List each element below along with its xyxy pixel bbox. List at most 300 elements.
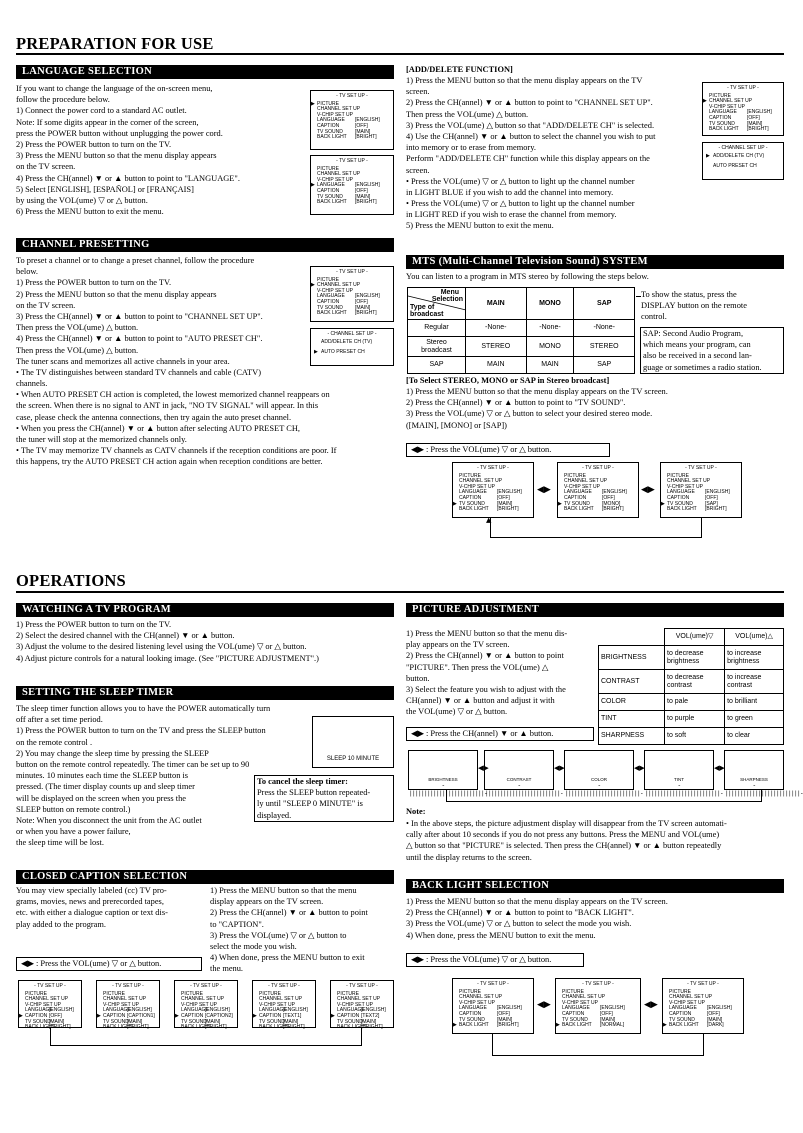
section-mts: MTS (Multi-Channel Television Sound) SYSTEM	[406, 255, 784, 269]
text-line: Press the SLEEP button repeated-	[257, 788, 371, 798]
menu-header: - TV SET UP -	[477, 981, 509, 987]
hint-text: : Press the VOL(ume) ▽ or △ button.	[425, 445, 552, 454]
cancel-title: To cancel the sleep timer:	[257, 777, 348, 786]
backlight-hint	[406, 953, 584, 967]
text-line: 2) Press the CH(annel) ▼ or ▲ button to point	[210, 908, 368, 918]
pointer-icon: ▶	[19, 1012, 23, 1019]
menu-header: - TV SET UP -	[336, 269, 368, 275]
text-line: 4) Press the CH(annel) ▼ or ▲ button to point to "AUTO PRESET CH".	[16, 334, 263, 344]
watch-text	[16, 619, 396, 664]
pointer-icon: ▶	[661, 500, 665, 507]
menu-item-label: CAPTION	[181, 1012, 204, 1019]
menu-item-label: LANGUAGE	[459, 1005, 487, 1012]
menu-item-label: LANGUAGE	[259, 1007, 287, 1014]
text-line: • Press the VOL(ume) ▽ or △ button to light up the channel number	[406, 199, 635, 209]
text-line: 4) Adjust picture controls for a natural looking image. (See "PICTURE ADJUSTMENT".)	[16, 653, 319, 663]
menu-item-value: [BRIGHT]	[355, 134, 377, 141]
menu-item-label: PICTURE	[317, 165, 339, 172]
menu-item	[556, 1023, 640, 1029]
menu-item	[703, 127, 783, 133]
menu-header: - TV SET UP -	[268, 983, 300, 989]
menu-item-label: CHANNEL SET UP	[181, 996, 225, 1003]
text-line: Perform "ADD/DELETE CH" function while this display appears on the	[406, 154, 650, 164]
mts-intro: You can listen to a program in MTS stereo by following the steps below.	[406, 272, 649, 281]
text-line: this happens, try the AUTO PRESET CH action again when reception conditions are better.	[16, 457, 323, 467]
text-line: 1) Press the MENU button so that the menu display appears on the TV screen.	[406, 897, 668, 906]
screen-cc4	[252, 980, 316, 1031]
text-line: in LIGHT RED if you wish to erase the channel from memory.	[406, 210, 617, 220]
text-line: 1) Connect the power cord to a standard AC outlet.	[16, 106, 187, 116]
text-line: channels.	[16, 379, 48, 389]
menu-item-label: BACK LIGHT	[459, 506, 489, 513]
menu-item-label: BACK LIGHT	[181, 1024, 211, 1031]
menu-header: - TV SET UP -	[112, 983, 144, 989]
mts-cell: -None-	[526, 320, 574, 337]
double-arrow-icon: ◀▶	[21, 959, 34, 968]
menu-item-label: V-CHIP SET UP	[337, 1001, 373, 1008]
pic-dec: to decrease brightness	[665, 646, 725, 670]
bar-ticks: -|||||||||||||||||||||||||-	[645, 782, 724, 797]
menu-item-value: [BRIGHT]	[497, 1022, 519, 1029]
text-line: 1) Press the POWER button to turn on the TV.	[16, 278, 172, 288]
menu-item-value: [TEXT1]	[283, 1012, 302, 1019]
menu-item-label: BACK LIGHT	[669, 1022, 699, 1029]
menu-item-value: [BRIGHT]	[361, 1024, 383, 1031]
pointer-icon: ▶	[253, 1012, 257, 1019]
menu-item-value: [OFF]	[497, 1010, 510, 1017]
screen-bl1	[452, 978, 534, 1034]
menu-item-label: LANGUAGE	[562, 1005, 590, 1012]
menu-item-value: [MAIN]	[355, 304, 371, 311]
menu-item	[558, 507, 638, 513]
menu-item-value: [MAIN]	[707, 1016, 723, 1023]
menu-item-value: [OFF]	[49, 1012, 62, 1019]
pointer-icon: ▶	[311, 182, 315, 189]
picture-bar	[724, 750, 803, 797]
text-line: follow the procedure below.	[16, 95, 110, 105]
screen-cc5	[330, 980, 394, 1031]
text-line: Note: When you disconnect the unit from the AC outlet	[16, 815, 202, 825]
menu-item-value: [BRIGHT]	[127, 1024, 149, 1031]
menu-header: - TV SET UP -	[687, 981, 719, 987]
menu-item-label: BACK LIGHT	[562, 1022, 592, 1029]
text-line: 3) Press the VOL(ume) ▽ or △ button to	[210, 930, 347, 940]
up-arrow-icon: ▲	[486, 516, 492, 524]
pointer-icon: ▶	[331, 1012, 335, 1019]
menu-item-label: PICTURE	[709, 92, 731, 99]
menu-item-value: [ENGLISH]	[355, 117, 380, 124]
menu-item-label: LANGUAGE	[564, 489, 592, 496]
menu-item-value: [MAIN]	[205, 1018, 221, 1025]
pointer-icon: ▶	[314, 348, 318, 355]
menu-item-value: [NORMAL]	[600, 1022, 625, 1029]
menu-item	[311, 200, 393, 206]
menu-item-label: PICTURE	[259, 990, 281, 997]
text-line: until the display returns to the screen.	[406, 852, 532, 862]
text-line: pressed. (The timer display counts up and sleep timer	[16, 782, 195, 792]
menu-item-label: PICTURE	[337, 990, 359, 997]
sleep-screen: SLEEP 10 MINUTE	[312, 716, 394, 768]
note-title: Note:	[406, 807, 426, 816]
cancel-sleep-box	[254, 775, 394, 822]
menu-item-label: BACK LIGHT	[564, 506, 594, 513]
text-line: SLEEP button on remote control.)	[16, 804, 131, 814]
menu-item-value: [ENGLISH]	[705, 489, 730, 496]
screen-cc3	[174, 980, 238, 1031]
text-line: 3) Press the VOL(ume) ▽ or △ button to select your desired stereo mode.	[406, 409, 653, 419]
text-line: "PICTURE". Then press the VOL(ume) △	[406, 662, 549, 672]
text-line: 1) Press the MENU button so that the menu	[210, 886, 357, 895]
menu-header: - TV SET UP -	[336, 158, 368, 164]
text-line: control.	[641, 312, 667, 322]
menu-item-value: [BRIGHT]	[497, 506, 519, 513]
menu-item-label: CAPTION	[317, 187, 340, 194]
menu-item-value: [ENGLISH]	[707, 1005, 732, 1012]
menu-item-label: PICTURE	[103, 990, 125, 997]
pic-inc: to increase contrast	[725, 670, 784, 694]
mts-cell: -None-	[466, 320, 527, 337]
menu-item-value: [MAIN]	[355, 128, 371, 135]
menu-item-label: V-CHIP SET UP	[459, 999, 495, 1006]
text-line: displayed.	[257, 810, 292, 820]
adddel-title: [ADD/DELETE FUNCTION]	[406, 65, 513, 74]
menu-item-value: [ENGLISH]	[600, 1005, 625, 1012]
next-arrow-icon: ◀▶	[714, 764, 725, 772]
text-line: 1) Press the MENU button so that the menu display appears on the TV	[406, 76, 643, 85]
menu-item-value: [ENGLISH]	[355, 293, 380, 300]
screen-bl3	[662, 978, 744, 1034]
text-line: below.	[16, 267, 39, 277]
menu-item-value: [MAIN]	[127, 1018, 143, 1025]
text-line: display appears on the TV screen.	[210, 897, 324, 907]
menu-item	[453, 1023, 533, 1029]
hint-text: : Press the VOL(ume) ▽ or △ button.	[35, 959, 162, 968]
next-arrow-icon: ◀▶	[537, 485, 551, 495]
section-language: LANGUAGE SELECTION	[16, 65, 394, 79]
text-line: • In the above steps, the picture adjustment display will disappear from the TV screen automati-	[406, 819, 727, 828]
text-line: Then press the VOL(ume) △ button.	[406, 109, 529, 119]
menu-item-value: [MAIN]	[361, 1018, 377, 1025]
menu-item-value: [ENGLISH]	[205, 1007, 230, 1014]
mts-row-label: Stereo broadcast	[408, 337, 466, 357]
menu-item-value: [MAIN]	[747, 120, 763, 127]
cycle-arrow	[490, 518, 702, 538]
section-channel: CHANNEL PRESETTING	[16, 238, 394, 252]
picture-text	[406, 628, 598, 718]
screen-chan-setup	[310, 328, 394, 366]
chmenu-auto: AUTO PRESET CH	[321, 348, 365, 355]
text-line: • When AUTO PRESET CH action is completed, the lowest memorized channel reappears on	[16, 390, 330, 400]
pic-inc: to clear	[725, 728, 784, 745]
chmenu-add: ADD/DELETE CH (TV)	[713, 152, 765, 159]
prep-title: PREPARATION FOR USE	[16, 34, 214, 53]
menu-item-label: PICTURE	[667, 472, 689, 479]
pointer-icon: ▶	[703, 98, 707, 105]
text-line: Note: If some digits appear in the corner of the screen,	[16, 117, 199, 127]
pointer-icon: ▶	[311, 100, 315, 107]
menu-item-label: LANGUAGE	[317, 182, 345, 189]
menu-item-label: V-CHIP SET UP	[669, 999, 705, 1006]
menu-item-label: PICTURE	[317, 276, 339, 283]
next-arrow-icon: ◀▶	[537, 1000, 551, 1010]
menu-item-label: CHANNEL SET UP	[564, 478, 608, 485]
bar-label: BRIGHTNESS	[428, 777, 458, 782]
text-line: 3) Press the MENU button so that the menu display appears	[16, 151, 217, 161]
menu-item	[311, 311, 393, 317]
text-line: or when you have a power failure,	[16, 827, 131, 837]
picture-bar	[564, 750, 644, 797]
menu-item-value: [OFF]	[747, 114, 760, 121]
cycle-arrow	[492, 1034, 704, 1056]
text-line: DISPLAY button on the remote	[641, 301, 747, 311]
screen-mts2	[557, 462, 639, 518]
menu-item-label: BACK LIGHT	[667, 506, 697, 513]
text-line: 3) Adjust the volume to the desired listening level using the VOL(ume) ▽ or △ button.	[16, 642, 307, 652]
mts-corner: Menu Selection Type of broadcast	[408, 288, 466, 320]
bar-ticks: -|||||||||||||||||||||||||-	[725, 782, 803, 797]
menu-item-value: [BRIGHT]	[355, 199, 377, 206]
menu-header: - TV SET UP -	[477, 465, 509, 471]
next-arrow-icon: ◀▶	[641, 485, 655, 495]
text-line: 1) Press the POWER button to turn on the TV and press the SLEEP button	[16, 726, 266, 736]
menu-item-label: TV SOUND	[459, 500, 485, 507]
menu-item-value: [ENGLISH]	[497, 489, 522, 496]
cc-left-text	[16, 885, 206, 930]
menu-item-label: LANGUAGE	[25, 1007, 53, 1014]
menu-item-label: CHANNEL SET UP	[317, 282, 361, 289]
menu-header: - TV SET UP -	[727, 85, 759, 91]
backlight-text	[406, 896, 786, 941]
screen-mts3	[660, 462, 742, 518]
screen-cc2	[96, 980, 160, 1031]
menu-item-label: BACK LIGHT	[103, 1024, 133, 1031]
next-arrow-icon: ◀▶	[554, 764, 565, 772]
mts-hint	[406, 443, 610, 457]
menu-item-label: LANGUAGE	[317, 117, 345, 124]
mts-cell: MAIN	[466, 357, 527, 374]
text-line: screen.	[406, 165, 430, 175]
screen-add1	[702, 82, 784, 136]
menu-item-label: V-CHIP SET UP	[667, 483, 703, 490]
chmenu-header: - CHANNEL SET UP -	[327, 331, 377, 337]
menu-item-label: TV SOUND	[317, 304, 343, 311]
menu-item-label: BACK LIGHT	[317, 310, 347, 317]
menu-item-label: LANGUAGE	[667, 489, 695, 496]
menu-item-value: [MAIN]	[600, 1016, 616, 1023]
text-line: which means your program, can	[643, 340, 751, 350]
text-line: 3) Press the VOL(ume) △ button so that "ADD/DELETE CH" is selected.	[406, 120, 655, 130]
menu-item-label: BACK LIGHT	[337, 1024, 367, 1031]
next-arrow-icon: ◀▶	[478, 764, 489, 772]
menu-item-label: TV SOUND	[564, 500, 590, 507]
text-line: To show the status, press the	[641, 290, 737, 299]
ops-title: OPERATIONS	[16, 571, 126, 590]
text-line: the VOL(ume) ▽ or △ button.	[406, 707, 508, 717]
menu-item-label: PICTURE	[317, 100, 339, 107]
menu-item-value: [SAP]	[705, 500, 718, 507]
text-line: 2) Press the MENU button so that the menu display appears	[16, 289, 217, 299]
menu-header: - TV SET UP -	[582, 465, 614, 471]
bar-ticks: -|||||||||||||||||||||||||-	[565, 782, 644, 797]
text-line: You may view specially labeled (cc) TV pro-	[16, 886, 167, 895]
pic-inc: to increase brightness	[725, 646, 784, 670]
menu-item-label: V-CHIP SET UP	[564, 483, 600, 490]
picture-note	[406, 818, 786, 863]
pic-row-name: SHARPNESS	[599, 728, 665, 745]
pointer-icon: ▶	[706, 152, 710, 159]
screen-add-setup	[702, 142, 784, 180]
text-line: press the POWER button without unplugging the power cord.	[16, 128, 223, 138]
text-line: 4) Press the CH(annel) ▼ or ▲ button to point to "LANGUAGE".	[16, 173, 240, 183]
ops-rule	[16, 591, 784, 593]
chmenu-auto: AUTO PRESET CH	[713, 162, 757, 169]
text-line: The sleep timer function allows you to have the POWER automatically turn	[16, 704, 271, 713]
menu-item-value: [MAIN]	[355, 193, 371, 200]
text-line: 1) Press the POWER button to turn on the TV.	[16, 620, 172, 629]
cc-hint	[16, 957, 202, 971]
menu-item-label: LANGUAGE	[669, 1005, 697, 1012]
menu-item-value: [OFF]	[705, 494, 718, 501]
menu-item-label: BACK LIGHT	[317, 134, 347, 141]
hint-text: : Press the CH(annel) ▼ or ▲ button.	[425, 729, 554, 738]
menu-item-value: [OFF]	[602, 494, 615, 501]
menu-item	[453, 507, 533, 513]
text-line: also be received in a second lan-	[643, 351, 752, 361]
vol-up-col: VOL(ume)△	[725, 629, 784, 646]
text-line: the sleep time will be lost.	[16, 838, 104, 848]
double-arrow-icon: ◀▶	[411, 955, 424, 964]
text-line: cally after about 10 seconds if you do not press any buttons. Press the MENU and VOL(ume)	[406, 830, 720, 840]
picture-table	[598, 628, 784, 745]
text-line: by using the VOL(ume) ▽ or △ button.	[16, 195, 148, 205]
text-line: 4) When done, press the MENU button to exit	[210, 953, 365, 963]
menu-item-label: TV SOUND	[667, 500, 693, 507]
text-line: 2) Select the desired channel with the CH(annel) ▼ or ▲ button.	[16, 631, 235, 641]
picture-bar	[408, 750, 488, 797]
mts-cell: -None-	[574, 320, 635, 337]
menu-item-label: PICTURE	[181, 990, 203, 997]
menu-item-label: BACK LIGHT	[709, 126, 739, 133]
menu-item	[311, 135, 393, 141]
menu-item-label: CAPTION	[667, 494, 690, 501]
text-line: button.	[406, 673, 430, 683]
text-line: will be displayed on the screen when you press the	[16, 793, 187, 803]
menu-item-value: [MAIN]	[497, 500, 513, 507]
menu-item-label: V-CHIP SET UP	[25, 1001, 61, 1008]
pic-inc: to green	[725, 711, 784, 728]
text-line: the screen. When there is no signal to ANT in jack, "NO TV SIGNAL" will appear. In this	[16, 401, 319, 411]
bar-label: CONTRAST	[506, 777, 532, 782]
text-line: 2) Press the CH(annel) ▼ or ▲ button to point to "BACK LIGHT".	[406, 908, 634, 918]
menu-item-label: CHANNEL SET UP	[459, 994, 503, 1001]
text-line: 2) Press the POWER button to turn on the TV.	[16, 139, 172, 149]
pic-dec: to decrease contrast	[665, 670, 725, 694]
mts-table	[407, 287, 635, 374]
text-line: 5) Select [ENGLISH], [ESPAÑOL] or [FRANÇAIS]	[16, 184, 194, 194]
pic-row-name: TINT	[599, 711, 665, 728]
section-backlight: BACK LIGHT SELECTION	[406, 879, 784, 893]
menu-item-label: CHANNEL SET UP	[337, 996, 381, 1003]
menu-item-label: TV SOUND	[317, 128, 343, 135]
menu-item-label: CHANNEL SET UP	[103, 996, 147, 1003]
text-line: play added to the program.	[16, 919, 107, 929]
pic-dec: to soft	[665, 728, 725, 745]
text-line: 2) Press the CH(annel) ▼ or ▲ button to point to "CHANNEL SET UP".	[406, 98, 653, 108]
mts-status	[641, 289, 747, 323]
menu-item-label: PICTURE	[459, 472, 481, 479]
screen-bl2	[555, 978, 641, 1034]
text-line: Then press the VOL(ume) △ button.	[16, 323, 139, 333]
menu-header: - TV SET UP -	[34, 983, 66, 989]
text-line: the menu.	[210, 964, 244, 974]
menu-item-value: [BRIGHT]	[602, 506, 624, 513]
pointer-icon: ▶	[175, 1012, 179, 1019]
menu-item-label: TV SOUND	[25, 1018, 51, 1025]
menu-item-label: CAPTION	[459, 1010, 482, 1017]
text-line: 6) Press the MENU button to exit the menu.	[16, 207, 164, 217]
pic-row-name: COLOR	[599, 694, 665, 711]
menu-item-label: PICTURE	[562, 988, 584, 995]
menu-item-label: TV SOUND	[669, 1016, 695, 1023]
mts-row-label: Regular	[408, 320, 466, 337]
pointer-icon: ▶	[663, 1022, 667, 1029]
menu-item-value: [OFF]	[497, 494, 510, 501]
text-line: 2) Press the CH(annel) ▼ or ▲ button to point	[406, 651, 564, 661]
menu-item-value: [CAPTION1]	[127, 1012, 155, 1019]
bar-ticks: -|||||||||||||||||||||||||-	[485, 782, 564, 797]
adddel-text	[406, 75, 706, 232]
menu-item-value: [ENGLISH]	[361, 1007, 386, 1014]
bar-label: SHARPNESS	[740, 777, 768, 782]
picture-hint	[406, 727, 594, 741]
menu-item-value: [MONO]	[602, 500, 621, 507]
pointer-icon: ▶	[311, 282, 315, 289]
menu-item-value: [DARK]	[707, 1022, 724, 1029]
mts-cell: STEREO	[466, 337, 527, 357]
menu-item-label: BACK LIGHT	[259, 1024, 289, 1031]
menu-item-label: V-CHIP SET UP	[103, 1001, 139, 1008]
menu-item-value: [ENGLISH]	[355, 182, 380, 189]
menu-item-label: LANGUAGE	[459, 489, 487, 496]
menu-item-label: LANGUAGE	[103, 1007, 131, 1014]
menu-item-value: [TEXT2]	[361, 1012, 380, 1019]
mts-cell: MONO	[526, 337, 574, 357]
text-line: 4) Use the CH(annel) ▼ or ▲ button to select the channel you wish to put	[406, 131, 656, 141]
text-line: on the TV screen.	[16, 162, 76, 172]
menu-item-label: CHANNEL SET UP	[25, 996, 69, 1003]
hint-text: : Press the VOL(ume) ▽ or △ button.	[425, 955, 552, 964]
menu-item-label: CHANNEL SET UP	[709, 98, 753, 105]
menu-item-value: [BRIGHT]	[283, 1024, 305, 1031]
menu-item-label: PICTURE	[459, 988, 481, 995]
text-line: the tuner will stop at the memorized channels only.	[16, 435, 187, 444]
text-line: ly until "SLEEP 0 MINUTE" is	[257, 799, 363, 809]
text-line: into memory or to erase from memory.	[406, 143, 536, 153]
text-line: 3) Select the feature you wish to adjust with the	[406, 684, 566, 694]
text-line: select the mode you wish.	[210, 941, 297, 951]
text-line: button on the remote control repeatedly. The timer can be set up to 90	[16, 759, 250, 769]
section-picture: PICTURE ADJUSTMENT	[406, 603, 784, 617]
menu-item-value: [ENGLISH]	[49, 1007, 74, 1014]
menu-item-value: [BRIGHT]	[705, 506, 727, 513]
cancel-text	[257, 787, 393, 821]
menu-item-label: CHANNEL SET UP	[459, 478, 503, 485]
text-line: to "CAPTION".	[210, 919, 264, 929]
menu-item-value: [ENGLISH]	[283, 1007, 308, 1014]
menu-item-label: CAPTION	[317, 122, 340, 129]
cc-right-text	[210, 885, 400, 975]
text-line: guage or sometimes a radio station.	[643, 362, 762, 372]
